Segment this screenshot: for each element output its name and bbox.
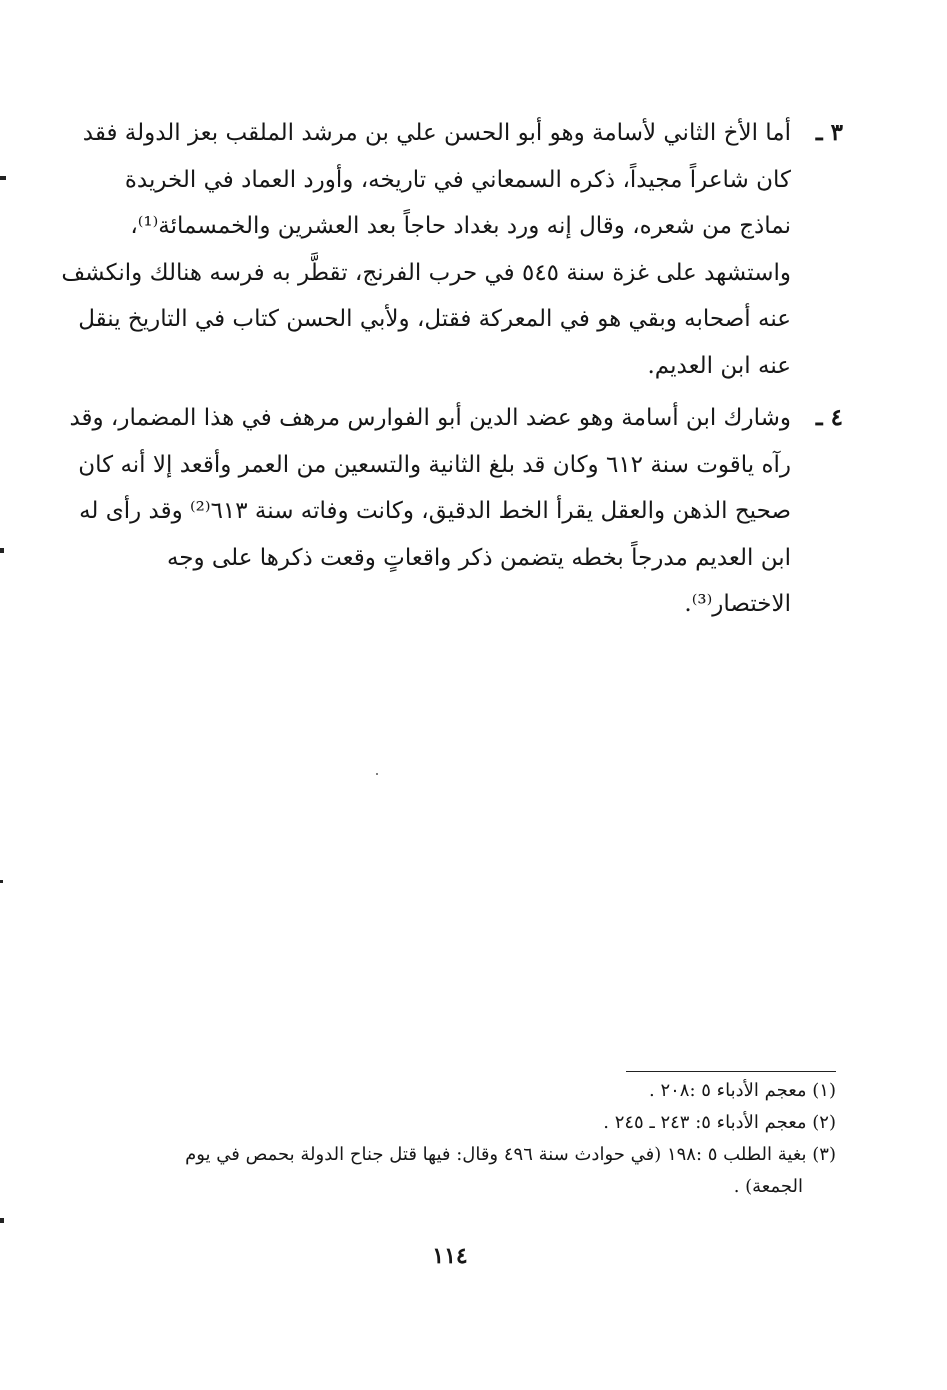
footnote-line: (٢) معجم الأدباء ٥: ٢٤٣ ـ ٢٤٥ . xyxy=(603,1112,836,1133)
paragraph-3 xyxy=(61,110,843,389)
text-line: عنه أصحابه وبقي هو في المعركة فقتل، ولأبي الحسن كتاب في التاريخ ينقل xyxy=(78,306,791,332)
scan-margin-mark xyxy=(0,548,4,553)
scan-margin-mark xyxy=(0,880,3,883)
footnote-1 xyxy=(108,1075,836,1107)
scan-margin-mark xyxy=(0,176,6,180)
text-line: أما الأخ الثاني لأسامة وهو أبو الحسن علي بن مرشد الملقب بعز الدولة فقد xyxy=(82,120,791,146)
paragraph-4 xyxy=(69,395,843,628)
page-number: ١١٤ xyxy=(432,1243,468,1269)
text-line: عنه ابن العديم. xyxy=(647,352,791,379)
footnotes xyxy=(108,1075,836,1203)
scan-speck xyxy=(376,773,378,775)
text-line: ابن العديم مدرجاً بخطه يتضمن ذكر واقعاتٍ وقعت ذكرها على وجه xyxy=(166,544,791,571)
item-number: ٤ ـ xyxy=(815,404,843,431)
text-line: رآه ياقوت سنة ٦١٢ وكان قد بلغ الثانية والتسعين من العمر وأقعد إلا أنه كان xyxy=(78,451,791,478)
footnote-line: الجمعة) . xyxy=(733,1176,803,1197)
text-line: وشارك ابن أسامة وهو عضد الدين أبو الفوارس مرهف في هذا المضمار، وقد xyxy=(69,405,791,431)
main-text xyxy=(61,110,843,634)
footnote-line: (٣) بغية الطلب ٥ :١٩٨ (في حوادث سنة ٤٩٦ وقال: فيها قتل جناح الدولة بحمص في يوم xyxy=(185,1144,836,1165)
footnote-2 xyxy=(108,1107,836,1139)
scan-margin-mark xyxy=(0,1218,4,1223)
footnote-3 xyxy=(108,1139,836,1203)
text-line: الاختصار⁽³⁾. xyxy=(684,591,791,617)
footnote-separator xyxy=(626,1071,836,1072)
text-line: واستشهد على غزة سنة ٥٤٥ في حرب الفرنج، تقطَّر به فرسه هنالك وانكشف xyxy=(61,259,791,286)
text-line: كان شاعراً مجيداً، ذكره السمعاني في تاريخه، وأورد العماد في الخريدة xyxy=(124,166,791,193)
item-number: ٣ ـ xyxy=(815,119,843,146)
text-line: صحيح الذهن والعقل يقرأ الخط الدقيق، وكانت وفاته سنة ٦١٣⁽²⁾ وقد رأى له xyxy=(79,498,791,524)
text-line: نماذج من شعره، وقال إنه ورد بغداد حاجاً بعد العشرين والخمسمائة⁽¹⁾، xyxy=(130,213,791,239)
footnote-line: (١) معجم الأدباء ٥ :٢٠٨ . xyxy=(649,1080,836,1101)
